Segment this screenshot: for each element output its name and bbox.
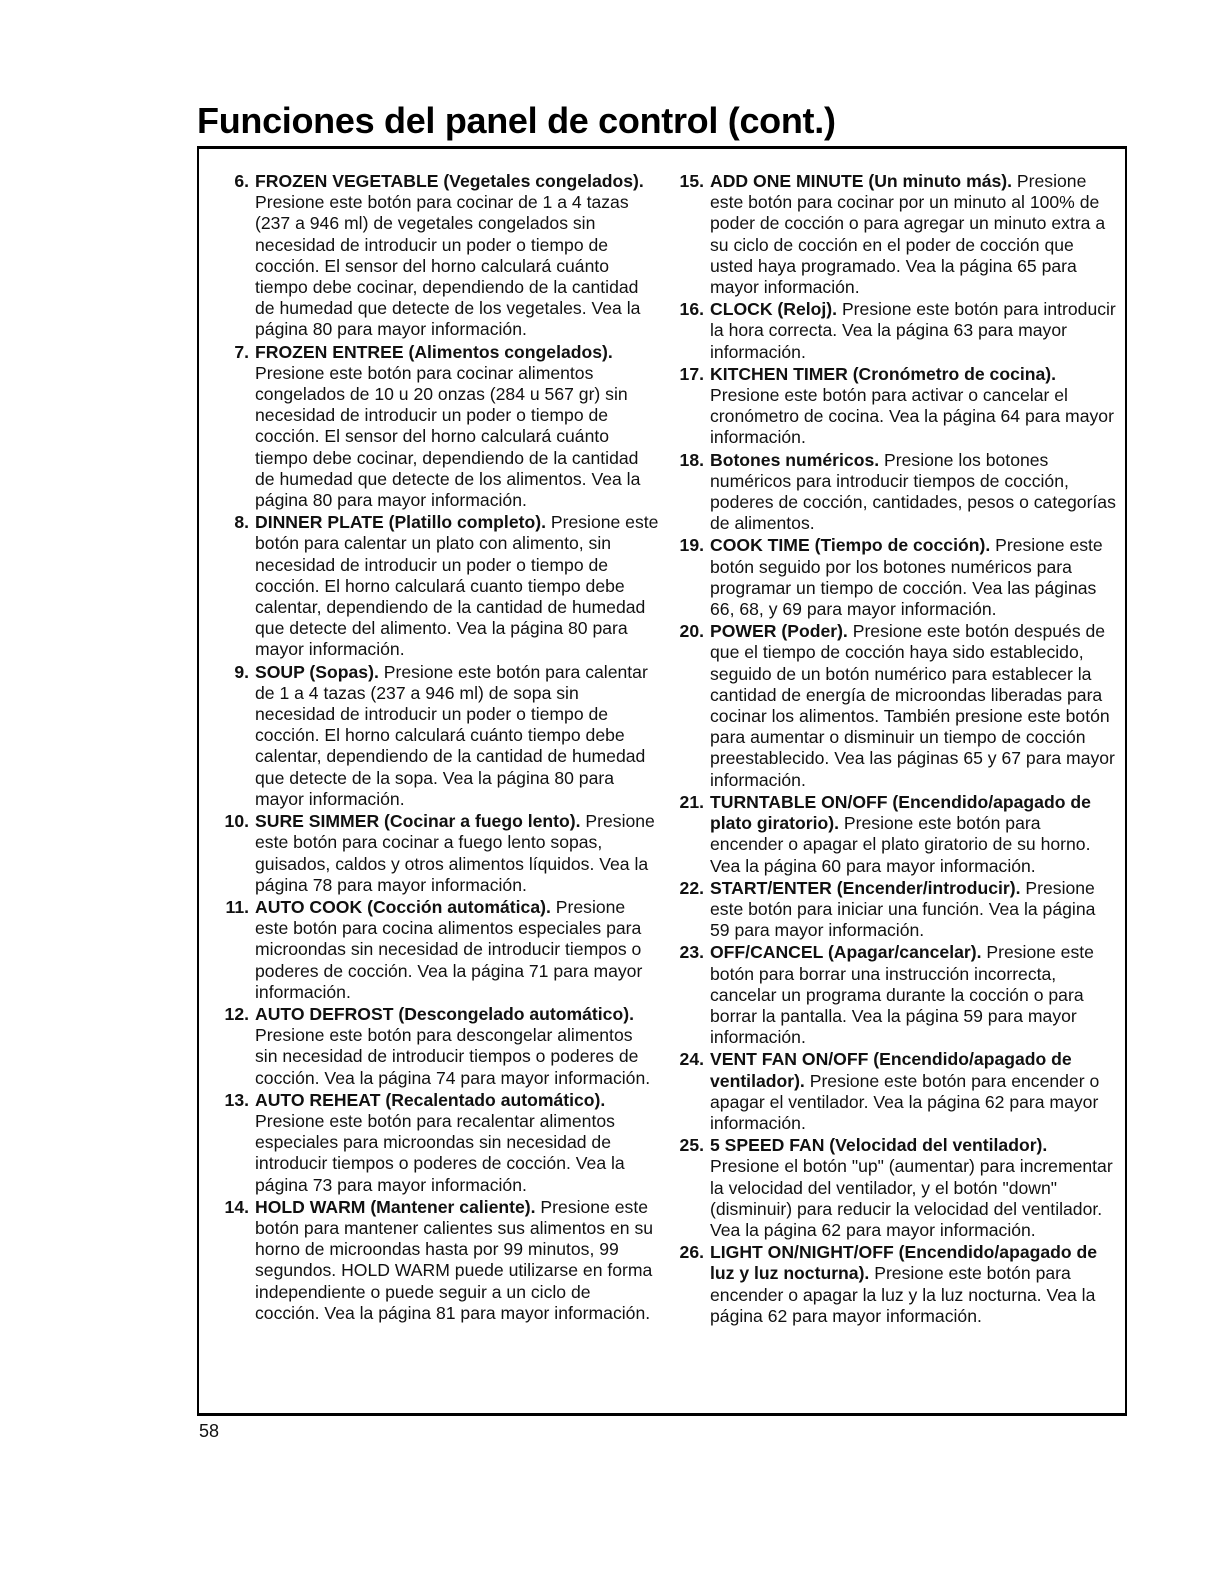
item-number: 16. <box>679 299 704 320</box>
item-body <box>710 1135 1116 1241</box>
list-item <box>676 364 1116 449</box>
item-number: 18. <box>679 449 704 470</box>
item-number: 24. <box>679 1049 704 1070</box>
item-body <box>255 897 659 1003</box>
item-heading: Botones numéricos. <box>710 449 880 470</box>
item-number: 22. <box>679 877 704 898</box>
item-body <box>710 792 1116 877</box>
item-number: 12. <box>224 1003 249 1024</box>
item-body <box>710 171 1116 298</box>
item-heading: CLOCK (Reloj). <box>710 299 838 320</box>
item-body <box>710 535 1116 620</box>
item-number: 15. <box>679 171 704 191</box>
page-title: Funciones del panel de control (cont.) <box>197 100 836 141</box>
item-body <box>255 342 659 512</box>
item-text: Presione este botón para mantener calientes sus alimentos en su horno de microondas hasta por 99 minutos, 99 segundos. HOLD WARM puede utilizarse en forma independiente o puede seguir a un ciclo de cocción. Vea la página 81 para mayor información. <box>255 1196 654 1323</box>
item-body <box>710 621 1116 791</box>
list-item <box>676 171 1116 298</box>
item-number: 6. <box>234 171 249 191</box>
item-text: Presione este botón para encender o apagar la luz y la luz nocturna. Vea la página 62 para mayor información. <box>710 1263 1096 1326</box>
item-heading: ADD ONE MINUTE (Un minuto más). <box>710 171 1013 191</box>
list-item <box>207 1197 659 1324</box>
list-item <box>207 897 659 1003</box>
list-item <box>676 942 1116 1048</box>
item-number: 8. <box>234 512 249 533</box>
item-text: Presione este botón para cocina alimentos especiales para microondas sin necesidad de introducir tiempos o poderes de cocción. Vea la página 71 para mayor información. <box>255 896 643 1002</box>
right-column <box>676 171 1116 1328</box>
item-body <box>255 1090 659 1196</box>
item-body <box>710 878 1116 942</box>
item-body <box>255 512 659 660</box>
item-heading: START/ENTER (Encender/introducir). <box>710 877 1021 898</box>
item-heading: 5 SPEED FAN (Velocidad del ventilador). <box>710 1135 1048 1156</box>
item-number: 11. <box>225 896 249 917</box>
list-item <box>207 1004 659 1089</box>
item-heading: FROZEN VEGETABLE (Vegetales congelados). <box>255 171 644 191</box>
item-text: Presione este botón para cocinar alimentos congelados de 10 u 20 onzas (284 u 567 gr) sin necesidad de introducir un poder o tiempo de cocción. El sensor del horno calculará cuánto tiempo debe cocinar, dependiendo de la cantidad de humedad que detecte de los alimentos. Vea la página 80 para mayor información. <box>255 362 641 511</box>
item-text: Presione este botón para activar o cancelar el cronómetro de cocina. Vea la página 64 para mayor información. <box>710 385 1114 448</box>
item-number: 7. <box>234 341 249 362</box>
item-body <box>710 942 1116 1048</box>
list-item <box>676 878 1116 942</box>
content-panel <box>197 146 1127 1416</box>
list-item <box>207 512 659 660</box>
list-item <box>207 171 659 341</box>
list-item <box>207 1090 659 1196</box>
item-text: Presione este botón para introducir la hora correcta. Vea la página 63 para mayor información. <box>710 299 1116 362</box>
item-text: Presione este botón después de que el tiempo de cocción haya sido establecido, seguido de un botón numérico para establecer la cantidad de energía de microondas liberadas para cocinar los alimentos. También presione este botón para aumentar o disminuir un tiempo de cocción preestablecido. Vea las páginas 65 y 67 para mayor información. <box>710 621 1115 790</box>
item-heading: VENT FAN ON/OFF (Encendido/apagado de ventilador). <box>710 1049 1072 1091</box>
item-heading: HOLD WARM (Mantener caliente). <box>255 1196 536 1217</box>
item-number: 14. <box>224 1196 249 1217</box>
item-heading: AUTO COOK (Cocción automática). <box>255 896 551 917</box>
item-heading: KITCHEN TIMER (Cronómetro de cocina). <box>710 363 1057 384</box>
item-text: Presione este botón para borrar una instrucción incorrecta, cancelar un programa durante la cocción o para borrar la pantalla. Vea la página 59 para mayor información. <box>710 942 1094 1048</box>
left-column <box>207 171 659 1325</box>
item-heading: COOK TIME (Tiempo de cocción). <box>710 535 991 556</box>
list-item <box>207 662 659 810</box>
item-body <box>710 364 1116 449</box>
item-text: Presione los botones numéricos para introducir tiempos de cocción, poderes de cocción, cantidades, pesos o categorías de alimentos. <box>710 449 1116 534</box>
item-heading: OFF/CANCEL (Apagar/cancelar). <box>710 942 982 963</box>
item-number: 25. <box>679 1135 704 1156</box>
item-text: Presione este botón para cocinar de 1 a 4 tazas (237 a 946 ml) de vegetales congelados sin necesidad de introducir un poder o tiempo de cocción. El sensor del horno calculará cuánto tiempo debe cocinar, dependiendo de la cantidad de humedad que detecte de los vegetales. Vea la página 80 para mayor información. <box>255 192 641 340</box>
item-body <box>710 299 1116 363</box>
item-text: Presione este botón para calentar un plato con alimento, sin necesidad de introducir un poder o tiempo de cocción. El horno calculará cuanto tiempo debe calentar, dependiendo de la cantidad de humedad que detecte del alimento. Vea la página 80 para mayor información. <box>255 512 659 660</box>
list-item <box>676 535 1116 620</box>
item-body <box>255 811 659 896</box>
list-item <box>676 1049 1116 1134</box>
item-body <box>255 1197 659 1324</box>
item-heading: SURE SIMMER (Cocinar a fuego lento). <box>255 811 581 832</box>
item-number: 9. <box>234 661 249 682</box>
item-body <box>710 1049 1116 1134</box>
item-heading: SOUP (Sopas). <box>255 661 379 682</box>
list-item <box>676 621 1116 791</box>
item-text: Presione este botón para iniciar una función. Vea la página 59 para mayor información. <box>710 877 1096 941</box>
item-number: 13. <box>224 1089 249 1110</box>
item-body <box>710 450 1116 535</box>
list-item <box>676 1242 1116 1327</box>
item-heading: DINNER PLATE (Platillo completo). <box>255 512 546 533</box>
item-number: 17. <box>679 363 704 384</box>
item-text: Presione este botón seguido por los botones numéricos para programar un tiempo de cocción. Vea las páginas 66, 68, y 69 para mayor información. <box>710 535 1103 620</box>
item-text: Presione este botón para cocinar por un minuto al 100% de poder de cocción o para agregar un minuto extra a su ciclo de cocción en el poder de cocción que usted haya programado. Vea la página 65 para mayor información. <box>710 171 1106 298</box>
item-heading: LIGHT ON/NIGHT/OFF (Encendido/apagado de luz y luz nocturna). <box>710 1242 1098 1284</box>
item-body <box>255 171 659 341</box>
item-number: 26. <box>679 1242 704 1263</box>
item-number: 10. <box>224 811 249 832</box>
item-text: Presione este botón para recalentar alimentos especiales para microondas sin necesidad de introducir tiempos o poderes de cocción. Vea la página 73 para mayor información. <box>255 1110 625 1195</box>
item-heading: FROZEN ENTREE (Alimentos congelados). <box>255 341 613 362</box>
list-item <box>676 299 1116 363</box>
item-text: Presione este botón para descongelar alimentos sin necesidad de introducir tiempos o poderes de cocción. Vea la página 74 para mayor información. <box>255 1025 651 1088</box>
item-text: Presione este botón para encender o apagar el ventilador. Vea la página 62 para mayor información. <box>710 1070 1100 1133</box>
item-number: 23. <box>679 942 704 963</box>
item-text: Presione este botón para calentar de 1 a 4 tazas (237 a 946 ml) de sopa sin necesidad de introducir un poder o tiempo de cocción. El horno calculará cuánto tiempo debe calentar, dependiendo de la cantidad de humedad que detecte de la sopa. Vea la página 80 para mayor información. <box>255 661 648 809</box>
item-body <box>255 1004 659 1089</box>
item-number: 20. <box>679 621 704 642</box>
item-heading: AUTO DEFROST (Descongelado automático). <box>255 1003 634 1024</box>
item-text: Presione este botón para encender o apagar el plato giratorio de su horno. Vea la página 60 para mayor información. <box>710 813 1091 876</box>
item-heading: POWER (Poder). <box>710 621 848 642</box>
list-item <box>676 450 1116 535</box>
item-number: 19. <box>679 535 704 556</box>
list-item <box>676 1135 1116 1241</box>
item-heading: TURNTABLE ON/OFF (Encendido/apagado de plato giratorio). <box>710 791 1091 834</box>
item-body <box>255 662 659 810</box>
list-item <box>207 811 659 896</box>
page-number: 58 <box>199 1421 220 1441</box>
item-text: Presione este botón para cocinar a fuego lento sopas, guisados, caldos y otros alimentos líquidos. Vea la página 78 para mayor información. <box>255 811 655 895</box>
list-item <box>676 792 1116 877</box>
list-item <box>207 342 659 512</box>
item-number: 21. <box>679 791 704 812</box>
item-text: Presione el botón "up" (aumentar) para incrementar la velocidad del ventilador, y el botón "down" (disminuir) para reducir la velocidad del ventilador. Vea la página 62 para mayor información. <box>710 1156 1113 1240</box>
item-heading: AUTO REHEAT (Recalentado automático). <box>255 1089 606 1110</box>
item-body <box>710 1242 1116 1327</box>
